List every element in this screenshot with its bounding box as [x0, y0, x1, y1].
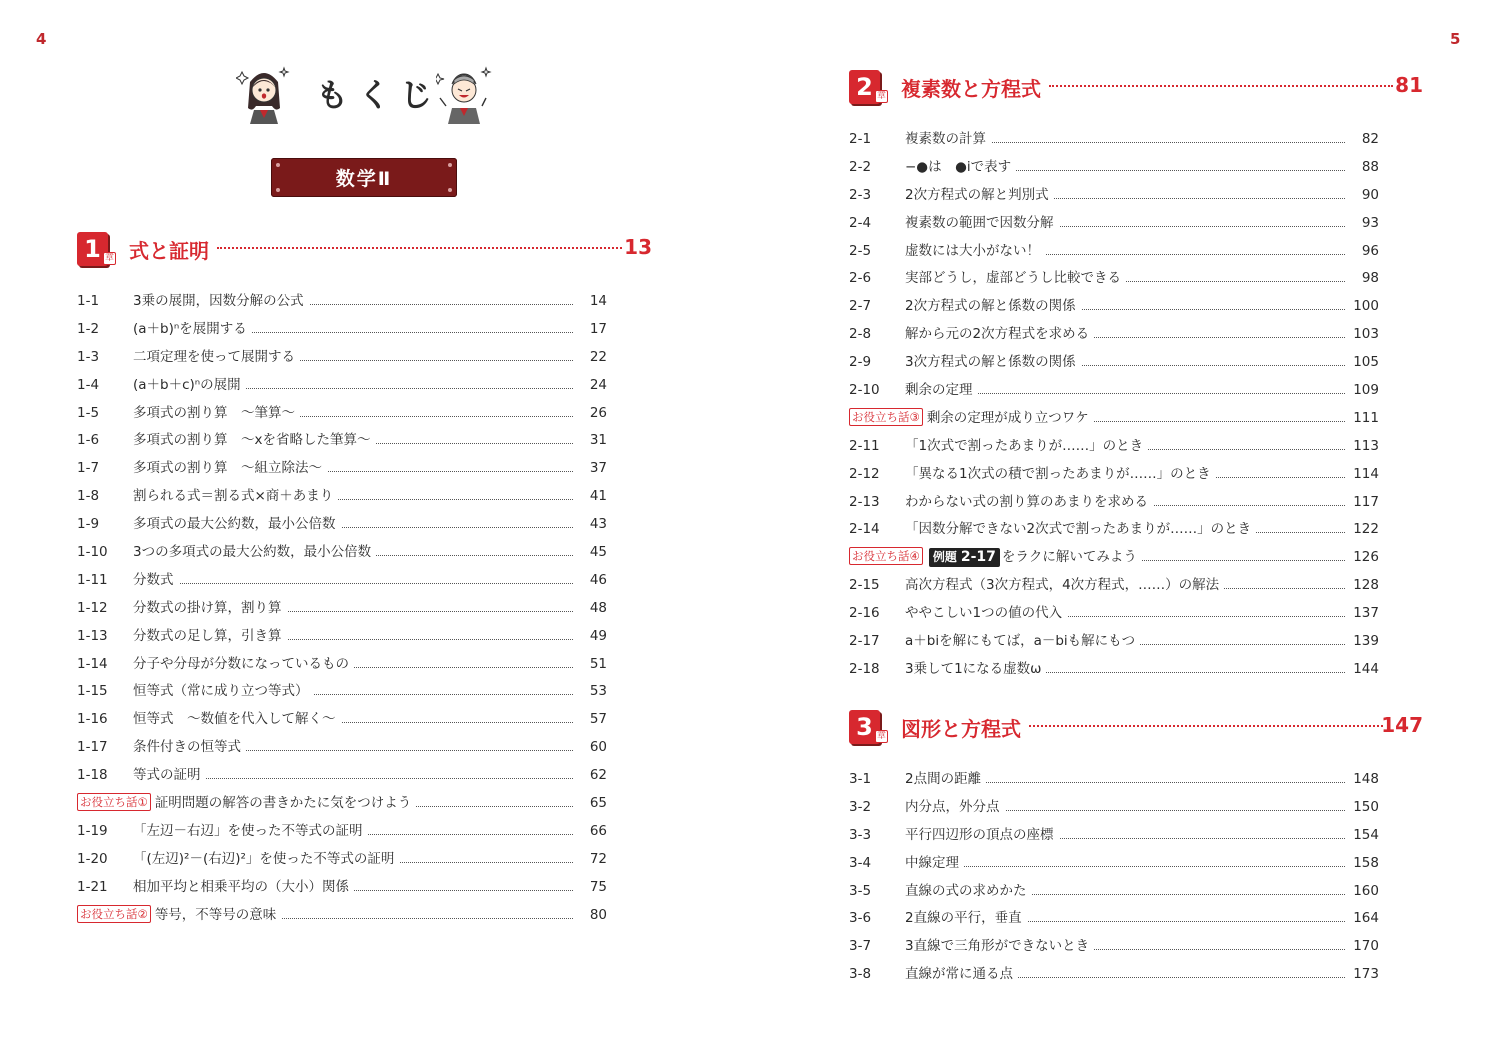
- entry-number: 2-12: [849, 465, 880, 482]
- toc-entry[interactable]: [849, 464, 1379, 492]
- entry-title: [905, 296, 1081, 316]
- entry-page: 88: [1358, 157, 1379, 177]
- entry-title: [133, 486, 338, 506]
- entry-page: 122: [1349, 519, 1379, 539]
- entry-title: [905, 519, 1256, 539]
- toc-column-item[interactable]: [77, 905, 607, 933]
- entry-number: 1-4: [77, 376, 100, 393]
- entry-number: 2-6: [849, 270, 872, 287]
- entry-title-text: 2直線の平行，垂直: [905, 910, 1022, 927]
- entry-title-text: 恒等式 ～数値を代入して解く～: [133, 711, 336, 728]
- entry-title: [133, 291, 309, 311]
- boy-character-icon: [436, 62, 492, 124]
- entry-title-text: 「1次式で割ったあまりが……」のとき: [905, 437, 1144, 454]
- chapter-title: 図形と方程式: [901, 713, 1025, 742]
- entry-page: 144: [1349, 659, 1379, 679]
- entry-title: [905, 157, 1016, 177]
- entry-title-text: 虚数には大小がない！: [905, 242, 1040, 259]
- chapter-1-heading[interactable]: [77, 232, 652, 272]
- entry-number: 2-18: [849, 660, 880, 677]
- entry-title: [905, 324, 1094, 344]
- column-tag: お役立ち話①: [77, 793, 151, 811]
- entry-title: [77, 905, 281, 925]
- entry-title: [133, 849, 399, 869]
- entry-title: [133, 765, 206, 785]
- entry-page: 24: [586, 375, 607, 395]
- entry-title-text: 3次方程式の解と係数の関係: [905, 354, 1076, 371]
- entry-number: 1-12: [77, 599, 108, 616]
- girl-character-icon: [236, 62, 292, 124]
- entry-title: [133, 654, 354, 674]
- toc-entry[interactable]: [849, 936, 1379, 964]
- entry-page: 98: [1358, 268, 1379, 288]
- entry-page: 14: [586, 291, 607, 311]
- entry-title-text: 割られる式＝割る式×商＋あまり: [133, 488, 334, 505]
- chapter-number-badge: 1: [77, 232, 108, 266]
- entry-page: 160: [1349, 881, 1379, 901]
- entry-page: 100: [1349, 296, 1379, 316]
- entry-title-text: 中線定理: [905, 854, 959, 871]
- toc-column-item[interactable]: [849, 408, 1379, 436]
- chapter-2-heading[interactable]: [849, 70, 1423, 110]
- entry-title: [905, 964, 1018, 984]
- toc-entry[interactable]: [849, 324, 1379, 352]
- entry-number: 2-3: [849, 186, 872, 203]
- toc-entry[interactable]: [849, 881, 1379, 909]
- entry-title-text: 3つの多項式の最大公約数，最小公倍数: [133, 544, 372, 561]
- entry-title: [133, 570, 179, 590]
- entry-number: 2-8: [849, 326, 872, 343]
- entry-page: 128: [1349, 575, 1379, 595]
- entry-page: 114: [1349, 464, 1379, 484]
- entry-title-text: 分子や分母が分数になっているもの: [133, 655, 349, 672]
- example-badge: [929, 548, 1000, 567]
- entry-number: 1-7: [77, 460, 100, 477]
- entry-title-text: (a＋b)ⁿを展開する: [133, 320, 247, 337]
- entry-title-text: 剰余の定理: [905, 382, 973, 399]
- entry-page: 46: [586, 570, 607, 590]
- entry-page: 137: [1349, 603, 1379, 623]
- entry-title-text: 2点間の距離: [905, 771, 982, 787]
- entry-title-text: 条件付きの恒等式: [133, 739, 241, 756]
- entry-title-text: 「異なる1次式の積で割ったあまりが……」のとき: [905, 465, 1211, 482]
- toc-entry[interactable]: [849, 241, 1379, 269]
- toc-entry[interactable]: [849, 352, 1379, 380]
- entry-page: 111: [1349, 408, 1379, 428]
- entry-title: [133, 403, 300, 423]
- entry-title: [133, 542, 376, 562]
- entry-title-text: 内分点，外分点: [905, 798, 1000, 815]
- entry-title-text: 相加平均と相乗平均の（大小）関係: [133, 878, 349, 895]
- entry-number: 2-1: [849, 131, 872, 147]
- page-number-left: 4: [36, 30, 47, 48]
- entry-page: 45: [586, 542, 607, 562]
- toc-entry[interactable]: [77, 542, 607, 570]
- entry-title: [905, 464, 1216, 484]
- entry-number: 1-1: [77, 293, 100, 309]
- chapter-3-heading[interactable]: [849, 710, 1423, 750]
- entry-number: 2-16: [849, 605, 880, 622]
- entry-number: 1-8: [77, 488, 100, 505]
- entry-page: 43: [586, 514, 607, 534]
- entry-page: 96: [1358, 241, 1379, 261]
- toc-entry[interactable]: [849, 853, 1379, 881]
- entry-number: 1-21: [77, 878, 108, 895]
- page-number-right: 5: [1450, 30, 1461, 48]
- entry-number: 2-17: [849, 633, 880, 650]
- toc-title: もくじ: [316, 76, 443, 114]
- entry-page: 62: [586, 765, 607, 785]
- entry-page: 103: [1349, 324, 1379, 344]
- entry-title-text: −●は ●iで表す: [905, 158, 1012, 175]
- entry-page: 82: [1358, 129, 1379, 149]
- entry-title: [905, 659, 1046, 679]
- toc-entry[interactable]: [77, 681, 607, 709]
- entry-page: 105: [1349, 352, 1379, 372]
- entry-title: [905, 769, 986, 789]
- entry-title-text: 「左辺－右辺」を使った不等式の証明: [133, 822, 363, 839]
- entry-title: [133, 737, 246, 757]
- entry-title-text: 「(左辺)²－(右辺)²」を使った不等式の証明: [133, 850, 395, 867]
- entry-page: 154: [1349, 825, 1379, 845]
- toc-entry[interactable]: [849, 825, 1379, 853]
- toc-entry[interactable]: [849, 129, 1379, 157]
- chapter-2-list: [849, 129, 1379, 687]
- entry-number: 3-6: [849, 910, 872, 927]
- leader-dots: [1049, 85, 1393, 87]
- entry-title: [133, 681, 314, 701]
- entry-title: [905, 825, 1059, 845]
- entry-title-text: 多項式の割り算 ～組立除法～: [133, 460, 322, 477]
- entry-page: 17: [586, 319, 607, 339]
- entry-title-text: (a＋b＋c)ⁿの展開: [133, 376, 241, 393]
- chapter-sho-label: 章: [877, 731, 887, 741]
- entry-title-text: 多項式の最大公約数，最小公倍数: [133, 516, 336, 533]
- toc-entry[interactable]: [77, 877, 607, 905]
- entry-number: 1-17: [77, 739, 108, 756]
- chapter-sho-label: 章: [877, 91, 887, 101]
- entry-title-text: 直線の式の求めかた: [905, 882, 1027, 899]
- toc-entry[interactable]: [77, 626, 607, 654]
- toc-entry[interactable]: [77, 849, 607, 877]
- toc-entry[interactable]: [849, 964, 1379, 992]
- entry-title: [849, 408, 1094, 428]
- column-tag: お役立ち話④: [849, 547, 923, 565]
- entry-page: 90: [1358, 185, 1379, 205]
- entry-title: [905, 268, 1126, 288]
- entry-number: 1-14: [77, 655, 108, 672]
- entry-title: [133, 347, 300, 367]
- entry-page: 117: [1349, 492, 1379, 512]
- entry-page: 26: [586, 403, 607, 423]
- toc-entry[interactable]: [849, 185, 1379, 213]
- entry-page: 148: [1349, 769, 1379, 789]
- toc-entry[interactable]: [849, 436, 1379, 464]
- entry-title: [905, 492, 1153, 512]
- subject-label: [271, 158, 457, 197]
- entry-number: 1-9: [77, 516, 100, 533]
- entry-title: [133, 375, 246, 395]
- chapter-title: 式と証明: [129, 235, 213, 264]
- toc-header: [236, 60, 496, 126]
- entry-title-text: 恒等式（常に成り立つ等式）: [133, 683, 309, 700]
- toc-entry[interactable]: [849, 492, 1379, 520]
- entry-title: [905, 129, 991, 149]
- entry-title-text: 二項定理を使って展開する: [133, 348, 295, 365]
- entry-page: 126: [1349, 547, 1379, 567]
- chapter-sho-label: 章: [105, 253, 115, 263]
- toc-entry[interactable]: [849, 603, 1379, 631]
- toc-entry[interactable]: [77, 765, 607, 793]
- chapter-title: 複素数と方程式: [901, 73, 1045, 102]
- toc-column-item[interactable]: [77, 793, 607, 821]
- entry-title-text: 3乗の展開，因数分解の公式: [133, 293, 304, 309]
- entry-page: 109: [1349, 380, 1379, 400]
- entry-title: [905, 631, 1140, 651]
- entry-title-text: 分数式の掛け算，割り算: [133, 599, 282, 616]
- entry-title: [133, 709, 341, 729]
- entry-title: [905, 241, 1045, 261]
- column-tag: お役立ち話③: [849, 408, 923, 426]
- entry-page: 37: [586, 458, 607, 478]
- toc-entry[interactable]: [849, 631, 1379, 659]
- entry-title: [77, 793, 416, 813]
- entry-title: [133, 458, 327, 478]
- entry-number: 3-4: [849, 854, 872, 871]
- entry-number: 2-14: [849, 521, 880, 538]
- entry-number: 1-5: [77, 404, 100, 421]
- entry-title: [905, 797, 1005, 817]
- entry-title-text: 2次方程式の解と判別式: [905, 186, 1049, 203]
- entry-page: 158: [1349, 853, 1379, 873]
- entry-title: [905, 436, 1148, 456]
- toc-entry[interactable]: [849, 659, 1379, 687]
- toc-entry[interactable]: [849, 797, 1379, 825]
- chapter-page: 13: [624, 235, 652, 259]
- chapter-number-badge: 3: [849, 710, 880, 744]
- toc-entry[interactable]: [77, 598, 607, 626]
- toc-entry[interactable]: [77, 319, 607, 347]
- entry-title-text: 分数式の足し算，引き算: [133, 627, 282, 644]
- subject-text: 数学Ⅱ: [335, 168, 393, 190]
- entry-title-text: わからない式の割り算のあまりを求める: [905, 493, 1148, 510]
- entry-number: 3-1: [849, 771, 872, 787]
- entry-title-text: ややこしい1つの値の代入: [905, 605, 1063, 622]
- entry-page: 93: [1358, 213, 1379, 233]
- toc-entry[interactable]: [849, 268, 1379, 296]
- leader-dots: [1029, 725, 1383, 727]
- entry-number: 1-20: [77, 850, 108, 867]
- entry-number: 1-19: [77, 822, 108, 839]
- entry-title-text: 「因数分解できない2次式で割ったあまりが……」のとき: [905, 521, 1252, 538]
- leader-dots: [133, 583, 573, 584]
- entry-number: 2-4: [849, 214, 872, 231]
- entry-title: [133, 821, 368, 841]
- entry-title-text: 直線が常に通る点: [905, 966, 1013, 983]
- toc-entry[interactable]: [77, 737, 607, 765]
- entry-title: [905, 936, 1094, 956]
- entry-title: [905, 603, 1067, 623]
- entry-title: [133, 430, 376, 450]
- entry-title-text: a＋biを解にもてば，a－biも解にもつ: [905, 633, 1136, 650]
- toc-entry[interactable]: [77, 570, 607, 598]
- toc-entry[interactable]: [849, 575, 1379, 603]
- entry-number: 3-7: [849, 938, 872, 955]
- entry-title-text: 分数式: [133, 571, 174, 588]
- column-tag: お役立ち話②: [77, 905, 151, 923]
- entry-number: 1-11: [77, 571, 108, 588]
- entry-page: 150: [1349, 797, 1379, 817]
- entry-page: 80: [586, 905, 607, 925]
- toc-entry[interactable]: [77, 654, 607, 682]
- entry-page: 22: [586, 347, 607, 367]
- toc-entry[interactable]: [849, 213, 1379, 241]
- entry-page: 173: [1349, 964, 1379, 984]
- entry-page: 31: [586, 430, 607, 450]
- toc-entry[interactable]: [849, 296, 1379, 324]
- entry-number: 2-2: [849, 158, 872, 175]
- entry-title: [905, 352, 1081, 372]
- entry-number: 3-8: [849, 966, 872, 983]
- toc-entry[interactable]: [849, 908, 1379, 936]
- leader-dots: [217, 247, 622, 249]
- entry-title: [905, 575, 1224, 595]
- entry-title-text: 実部どうし，虚部どうし比較できる: [905, 270, 1121, 287]
- entry-title-text: 複素数の計算: [905, 131, 986, 147]
- entry-page: 164: [1349, 908, 1379, 928]
- toc-entry[interactable]: [849, 380, 1379, 408]
- entry-page: 41: [586, 486, 607, 506]
- toc-entry[interactable]: [77, 486, 607, 514]
- toc-entry[interactable]: [77, 375, 607, 403]
- entry-title-text: 解から元の2次方程式を求める: [905, 326, 1090, 343]
- entry-title: [133, 514, 341, 534]
- entry-title-text: 高次方程式（3次方程式，4次方程式，……）の解法: [905, 577, 1220, 594]
- entry-title-text: をラクに解いてみよう: [1001, 549, 1137, 566]
- toc-entry[interactable]: [77, 291, 607, 319]
- chapter-number-badge: 2: [849, 70, 880, 104]
- entry-number: 3-5: [849, 882, 872, 899]
- entry-page: 51: [586, 654, 607, 674]
- entry-title-text: 3乗して1になる虚数ω: [905, 660, 1042, 677]
- entry-page: 65: [586, 793, 607, 813]
- entry-number: 1-15: [77, 683, 108, 700]
- entry-title: [905, 213, 1059, 233]
- toc-entry[interactable]: [77, 821, 607, 849]
- entry-title: [133, 598, 287, 618]
- entry-number: 1-13: [77, 627, 108, 644]
- toc-entry[interactable]: [77, 430, 607, 458]
- entry-number: 1-2: [77, 320, 100, 337]
- entry-title: [133, 626, 287, 646]
- entry-page: 48: [586, 598, 607, 618]
- entry-title: [133, 319, 252, 339]
- entry-number: 2-13: [849, 493, 880, 510]
- entry-number: 3-3: [849, 826, 872, 843]
- entry-number: 1-10: [77, 544, 108, 561]
- entry-title-text: 等式の証明: [133, 767, 201, 784]
- entry-number: 2-9: [849, 354, 872, 371]
- entry-page: 170: [1349, 936, 1379, 956]
- entry-number: 2-11: [849, 437, 880, 454]
- toc-entry[interactable]: [77, 458, 607, 486]
- entry-page: 60: [586, 737, 607, 757]
- toc-entry[interactable]: [77, 347, 607, 375]
- entry-page: 113: [1349, 436, 1379, 456]
- entry-number: 2-7: [849, 298, 872, 315]
- entry-page: 49: [586, 626, 607, 646]
- entry-page: 66: [586, 821, 607, 841]
- entry-title-text: 平行四辺形の頂点の座標: [905, 826, 1054, 843]
- entry-page: 139: [1349, 631, 1379, 651]
- entry-number: 1-18: [77, 767, 108, 784]
- toc-entry[interactable]: [77, 403, 607, 431]
- entry-title-text: 複素数の範囲で因数分解: [905, 214, 1054, 231]
- entry-number: 1-16: [77, 711, 108, 728]
- entry-title: [905, 185, 1054, 205]
- entry-title: [905, 881, 1032, 901]
- entry-title-text: 3直線で三角形ができないとき: [905, 938, 1090, 955]
- entry-page: 57: [586, 709, 607, 729]
- entry-title: [849, 547, 1142, 567]
- toc-entry[interactable]: [77, 709, 607, 737]
- entry-title-text: 剰余の定理が成り立つワケ: [926, 409, 1089, 426]
- entry-page: 72: [586, 849, 607, 869]
- entry-number: 2-15: [849, 577, 880, 594]
- entry-page: 75: [586, 877, 607, 897]
- entry-number: 1-3: [77, 348, 100, 365]
- entry-number: 2-5: [849, 242, 872, 259]
- entry-number: 2-10: [849, 382, 880, 399]
- example-badge-number: 2-17: [960, 549, 996, 566]
- chapter-1-list: [77, 291, 607, 932]
- entry-title: [905, 380, 978, 400]
- entry-title-text: 2次方程式の解と係数の関係: [905, 298, 1076, 315]
- toc-column-item[interactable]: [849, 547, 1379, 575]
- entry-number: 1-6: [77, 432, 100, 449]
- chapter-page: 147: [1381, 713, 1423, 737]
- entry-title: [905, 908, 1027, 928]
- toc-entry[interactable]: [77, 514, 607, 542]
- entry-title-text: 多項式の割り算 ～筆算～: [133, 404, 295, 421]
- entry-title-text: 証明問題の解答の書きかたに気をつけよう: [154, 795, 412, 812]
- example-badge-label: 例題: [932, 550, 957, 565]
- toc-entry[interactable]: [849, 519, 1379, 547]
- toc-entry[interactable]: [849, 157, 1379, 185]
- entry-title: [905, 853, 964, 873]
- entry-title: [133, 877, 354, 897]
- entry-title-text: 等号，不等号の意味: [154, 906, 277, 923]
- chapter-3-list: [849, 769, 1379, 992]
- chapter-page: 81: [1395, 73, 1423, 97]
- leader-dots: [905, 866, 1345, 867]
- entry-title-text: 多項式の割り算 ～xを省略した筆算～: [133, 432, 371, 449]
- entry-number: 3-2: [849, 798, 872, 815]
- toc-entry[interactable]: [849, 769, 1379, 797]
- entry-page: 53: [586, 681, 607, 701]
